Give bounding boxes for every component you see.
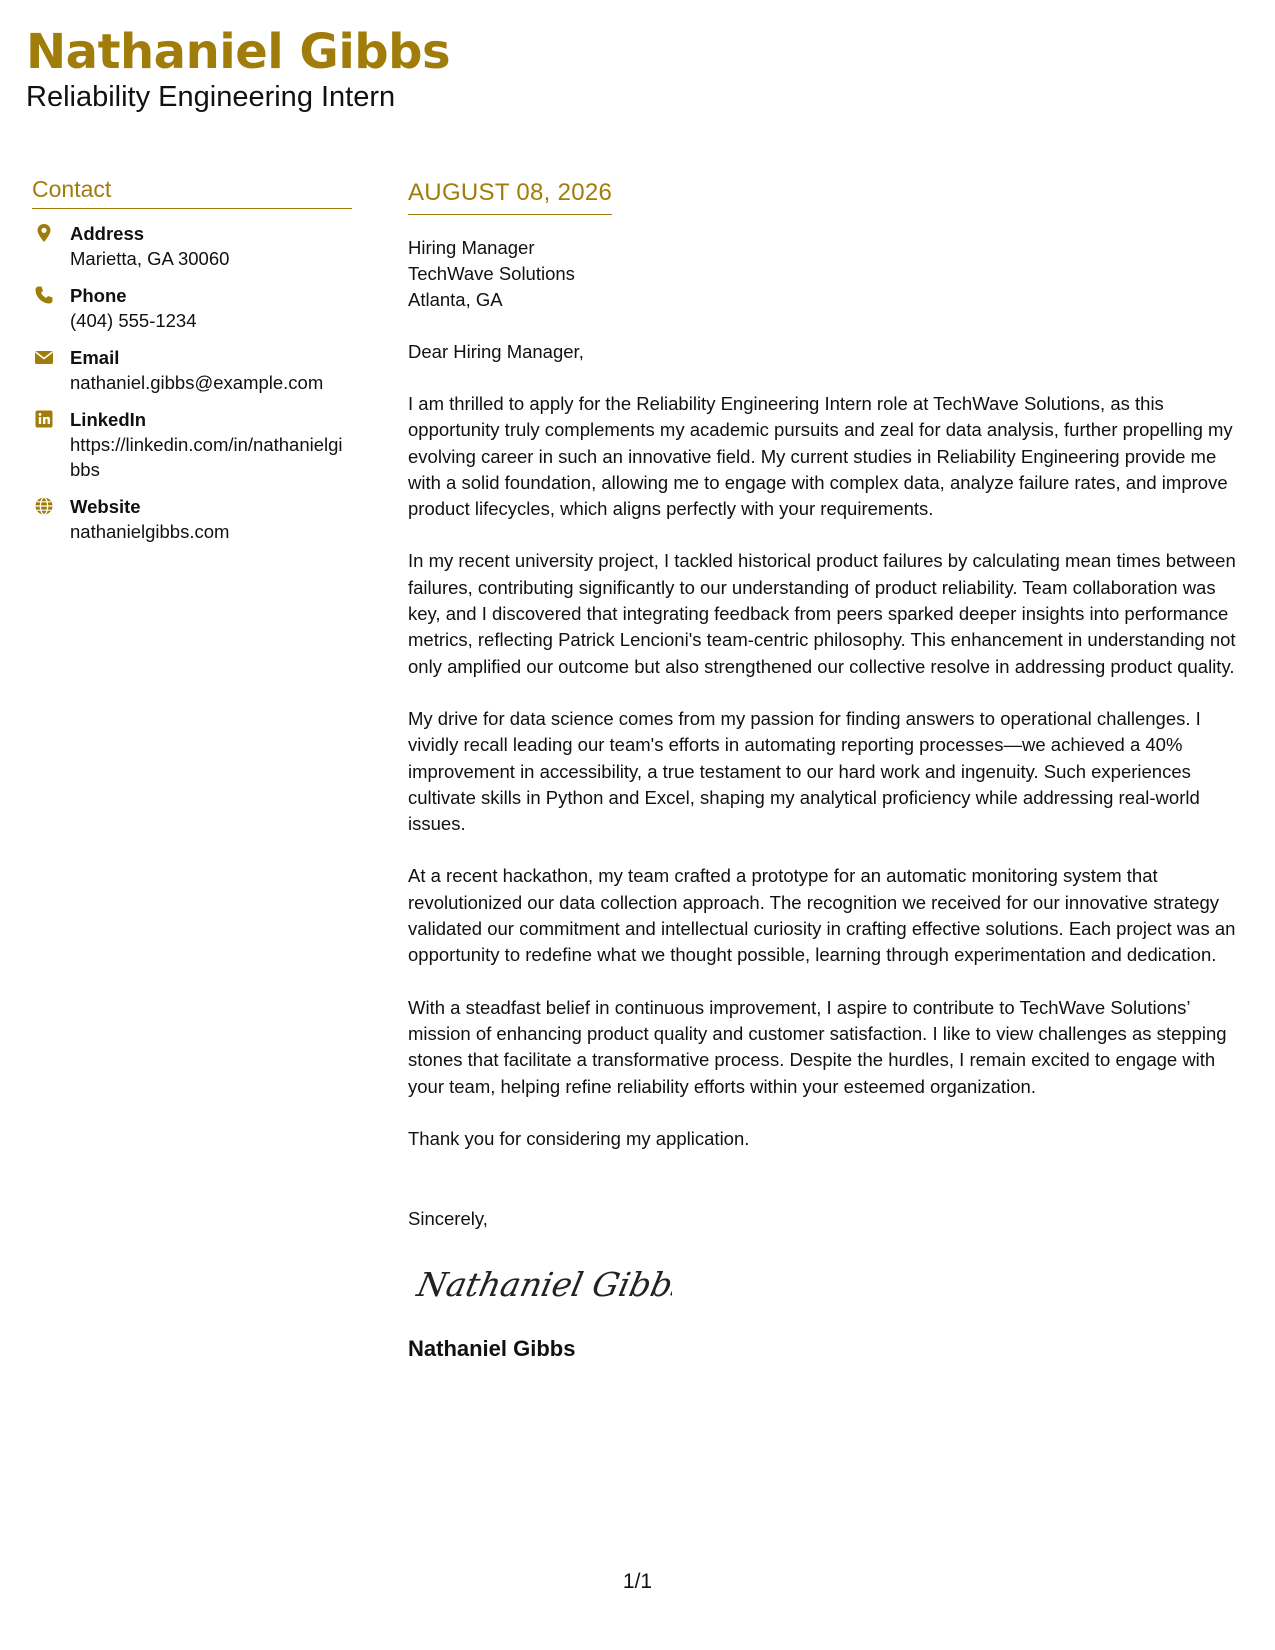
recipient-block [408,235,1253,313]
contact-list [32,221,352,544]
linkedin-value[interactable]: https://linkedin.com/in/nathanielgibbs [70,434,343,480]
page-number: 1/1 [622,1570,653,1593]
contact-label: Website [70,496,141,517]
location-pin-icon [34,223,54,243]
website-value[interactable]: nathanielgibbs.com [70,521,230,542]
contact-label: Address [70,223,145,244]
contact-item-phone [32,283,352,333]
contact-item-email [32,345,352,395]
body-paragraph: At a recent hackathon, my team crafted a prototype for an automatic monitoring system that revolutionized our data collection approach. The recognition we received for our innovative strategy validated our commitment and intellectual curiosity in crafting effective solutions. Each project was an opportunity to redefine what we thought possible, learning through experimentation and dedication. [408,865,1236,966]
body-paragraph: My drive for data science comes from my passion for finding answers to operational challenges. I vividly recall leading our team's efforts in automating reporting processes—we achieved a 40% improvement in accessibility, a true testament to our hard work and ingenuity. Such experiences cultivate skills in Python and Excel, shaping my analytical proficiency while addressing real-world issues. [408,707,1201,835]
contact-item-website [32,494,352,544]
recipient-title: Hiring Manager [408,237,535,258]
globe-icon [34,496,54,516]
contact-label: Phone [70,285,127,306]
contact-label: Email [70,347,120,368]
applicant-role: Reliability Engineering Intern [26,81,396,113]
address-value: Marietta, GA 30060 [70,248,230,269]
letter-body [408,178,1253,1363]
contact-item-address [32,221,352,271]
recipient-company: TechWave Solutions [408,263,575,284]
recipient-location: Atlanta, GA [408,289,503,310]
phone-icon [34,285,54,305]
letter-header [26,22,450,114]
email-value[interactable]: nathaniel.gibbs@example.com [70,372,324,393]
contact-label: LinkedIn [70,409,147,430]
contact-heading: Contact [32,174,352,209]
svg-text:Nathaniel Gibbs: Nathaniel Gibbs [413,1265,672,1305]
letter-date: AUGUST 08, 2026 [408,178,612,215]
handwritten-signature [412,1256,672,1312]
salutation: Dear Hiring Manager, [408,341,584,362]
body-paragraph: In my recent university project, I tackled historical product failures by calculating mean times between failures, contributing significantly to our understanding of product reliability. Team collaboration was key, and I discovered that integrating feedback from peers sparked deeper insights into performance metrics, reflecting Patrick Lencioni's team-centric philosophy. This enhancement in understanding not only amplified our outcome but also strengthened our collective resolve in addressing product quality. [408,550,1236,677]
signer-name: Nathaniel Gibbs [408,1336,576,1362]
body-paragraph: I am thrilled to apply for the Reliability Engineering Intern role at TechWave Solutions, as this opportunity truly complements my academic pursuits and zeal for data analysis, further propelling my evolving career in such an innovative field. My current studies in Reliability Engineering provide me with a solid foundation, allowing me to engage with complex data, analyze failure rates, and improve product lifecycles, which aligns perfectly with your requirements. [408,393,1233,520]
linkedin-icon [34,409,54,429]
thank-you-line: Thank you for considering my application. [408,1127,750,1149]
phone-value: (404) 555-1234 [70,310,197,331]
contact-item-linkedin [32,407,352,482]
envelope-icon [34,347,54,367]
contact-sidebar [32,174,352,556]
body-paragraph: With a steadfast belief in continuous improvement, I aspire to contribute to TechWave Solutions’ mission of enhancing product quality and customer satisfaction. I like to view challenges as stepping stones that facilitate a transformative process. Despite the hurdles, I remain excited to engage with your team, helping refine reliability efforts within your esteemed organization. [408,996,1227,1097]
closing: Sincerely, [408,1208,488,1230]
applicant-name: Nathaniel Gibbs [26,24,451,80]
